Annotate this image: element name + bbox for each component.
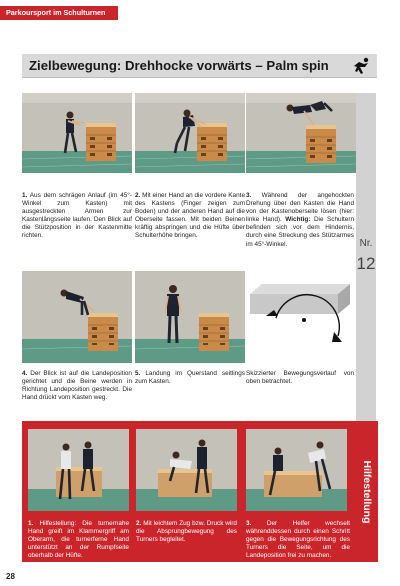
movement-sketch [246,278,354,362]
help-section-label-text: Hilfestellung [361,459,373,524]
exercise-number: 12 [356,254,376,273]
caption-step-1 [22,192,132,241]
photo-step-3 [246,93,356,173]
caption-step-3-text-2: Die Schultern befinden sich vor dem Hindernis, durch eine Streckung des Stützarmes im 45°-Winkel. [246,216,354,248]
page-number: 28 [6,572,15,581]
caption-help-3-number: 3. [246,520,252,527]
parkour-figure-icon [351,57,371,75]
caption-help-2-number: 2. [136,520,142,527]
photo-help-2 [136,429,237,511]
caption-step-1-number: 1. [22,192,28,199]
caption-step-4 [22,370,132,402]
page-header [0,0,400,28]
photo-step-1 [22,93,132,173]
caption-help-1-text: Hilfestellung: Die turnernahe Hand greift im Klammergriff am Oberarm, die turnerferne Hand unterstützt an der Rumpfseite oberhalb der Hüfte. [28,520,129,560]
caption-help-2 [136,520,237,544]
section-tag [0,6,118,20]
title-bar [22,54,377,78]
photo-help-1 [28,429,129,511]
caption-step-1-text: Aus dem schrägen Anlauf (im 45°-Winkel zum Kasten) mit ausgestreckten Armen zur Kastenlängsseite laufen. Den Blick auf die Stützposition in der Kastenmitte richten. [22,192,132,240]
photo-step-4 [22,271,132,363]
caption-step-5 [135,370,245,386]
caption-step-2-text: Mit einer Hand an die vordere Kante des Kastens (Finger zeigen zum Boden) und der anderen Hand auf die Oberseite fassen. Mit beiden Beinen kräftig abspringen und die Hüfte über Schulterhöhe bringen. [135,192,245,240]
caption-sketch-text: Skizzierter Bewegungsverlauf von oben betrachtet. [246,370,354,386]
caption-step-4-number: 4. [22,370,28,377]
caption-help-1 [28,520,129,560]
page-title: Zielbewegung: Drehhocke vorwärts – Palm spin [29,58,329,73]
section-tag-label: Parkoursport im Schulturnen [6,8,106,17]
caption-help-2-text: Mit leichtem Zug bzw. Druck wird die Absprungbewegung des Turners begleitet. [136,520,237,544]
help-section [22,421,378,562]
photo-step-2 [135,93,245,173]
caption-step-3-number: 3. [246,192,252,199]
caption-step-4-text: Der Blick ist auf die Landeposition gerichtet und die Beine werden in Richtung Landeposition gestreckt. Die Hand drückt vom Kasten weg. [22,370,132,402]
help-section-label [356,421,378,562]
caption-step-2 [135,192,245,241]
caption-step-2-number: 2. [135,192,141,199]
exercise-number-label: Nr. [359,238,373,249]
photo-help-3 [246,429,347,511]
caption-step-3-text: Während der angehockten Drehung über den Kasten die Hand von der Kastenoberseite lösen (hier: linke Hand). [246,192,354,224]
caption-step-3-important: Wichtig: [285,216,311,224]
caption-help-3-text: Der Helfer wechselt währenddessen durch einen Schritt gegen die Bewegungsrichtung des Turners die Seite, um die Landeposition frei zu machen. [246,520,350,560]
photo-step-5 [135,271,245,363]
caption-sketch [246,370,354,386]
caption-help-1-number: 1. [28,520,34,527]
caption-help-3 [246,520,350,560]
caption-step-3 [246,192,354,249]
caption-step-5-text: Landung im Querstand seitlings zum Kasten. [135,370,245,386]
caption-step-5-number: 5. [135,370,141,377]
